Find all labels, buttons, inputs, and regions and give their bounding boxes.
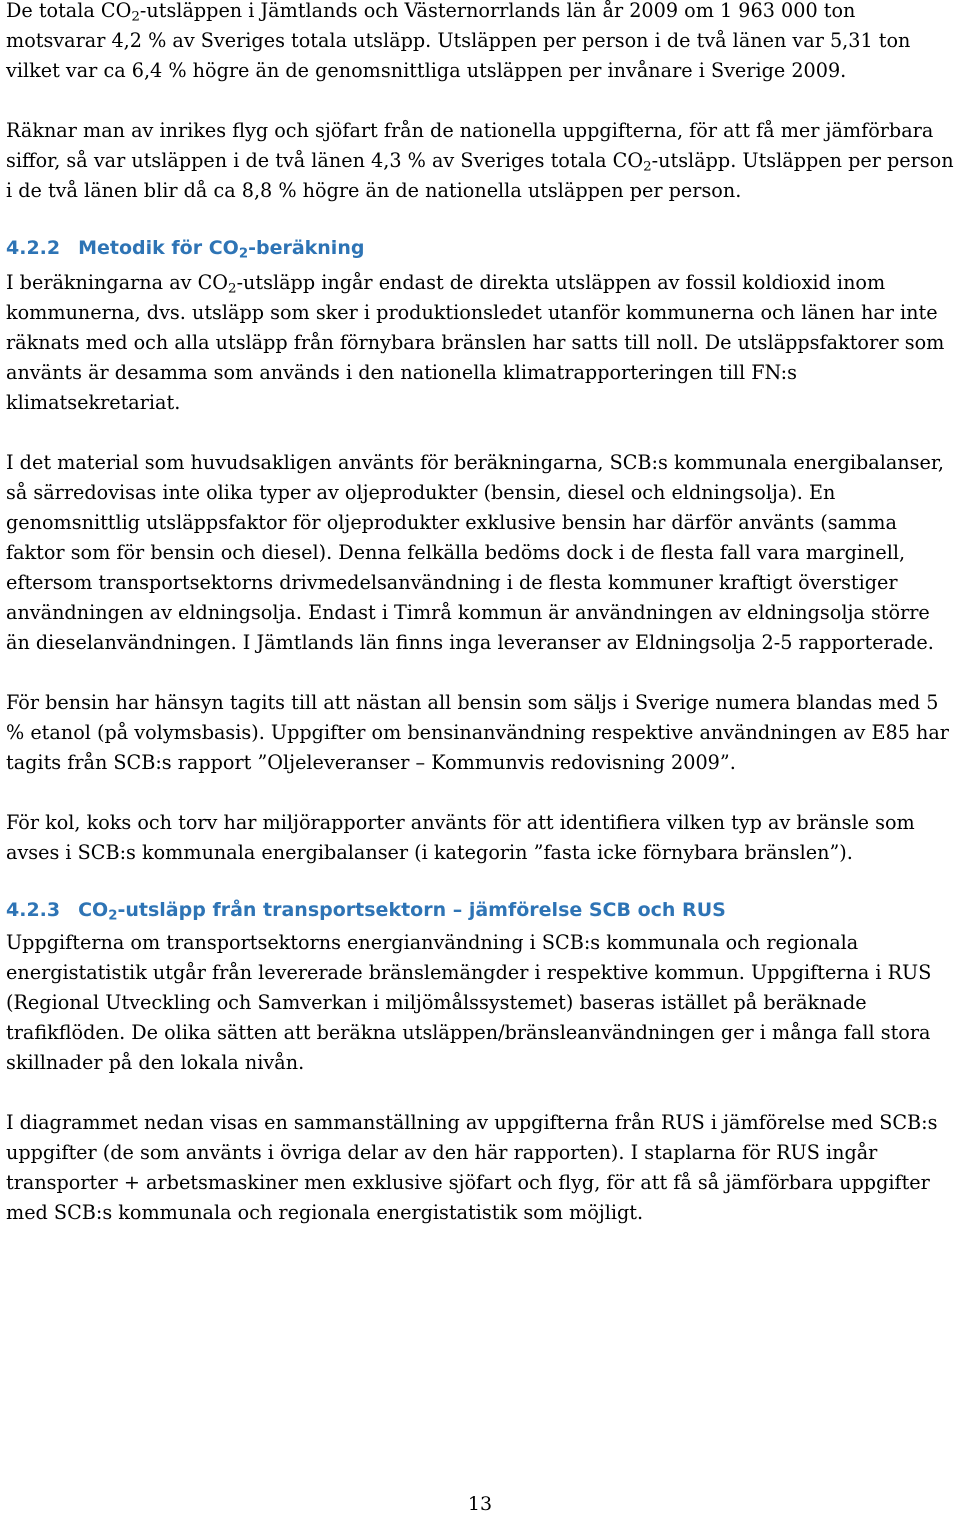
heading-title: Metodik för $CO_2$-beräkning (78, 237, 365, 262)
document-page (6, 0, 956, 1228)
heading-title: $CO_2$-utsläpp från transportsektorn – jämförelse SCB och RUS (78, 899, 726, 924)
heading-4-2-3 (6, 896, 956, 924)
paragraph-petrol: För bensin har hänsyn tagits till att nästan all bensin som säljs i Sverige numera blandas med 5 % etanol (på volymsbasis). Uppgifter om bensinanvändning respektive användningen av E85 har tagits från SCB:s rapport ”Oljeleveranser – Kommunvis redovisning 2009”. (6, 691, 949, 774)
paragraph-emissions-total: De totala $CO_2$-utsläppen i Jämtlands och Västernorrlands län år 2009 om 1 963 000 ton motsvarar 4,2 % av Sveriges totala utsläpp. Utsläppen per person i de två länen var 5,31 ton vilket var ca 6,4 % högre än de genomsnittliga utsläppen per invånare i Sverige 2009. (6, 0, 911, 82)
heading-4-2-2 (6, 234, 956, 262)
heading-number: 4.2.3 (6, 899, 61, 921)
paragraph-energy-balances: I det material som huvudsakligen använts för beräkningarna, SCB:s kommunala energibalanser, så särredovisas inte olika typer av oljeprodukter (bensin, diesel och eldningsolja). En genomsnittlig utsläppsfaktor för oljeprodukter exklusive bensin har därför använts (samma faktor som för bensin och diesel). Denna felkälla bedöms dock i de flesta fall vara marginell, eftersom transportsektorns drivmedelsanvändning i de flesta kommuner kraftigt överstiger användningen av eldningsolja. Endast i Timrå kommun är användningen av eldningsolja större än dieselanvändningen. I Jämtlands län finns inga leveranser av Eldningsolja 2-5 rapporterade. (6, 451, 945, 654)
paragraph-transport-data: Uppgifterna om transportsektorns energianvändning i SCB:s kommunala och regionala energistatistik utgår från levererade bränslemängder i respektive kommun. Uppgifterna i RUS (Regional Utveckling och Samverkan i miljömålssystemet) baseras istället på beräknade trafikflöden. De olika sätten att beräkna utsläppen/bränsleanvändningen ger i många fall stora skillnader på den lokala nivån. (6, 931, 932, 1074)
paragraph-diagram-intro: I diagrammet nedan visas en sammanställning av uppgifterna från RUS i jämförelse med SCB:s uppgifter (de som använts i övriga delar av den här rapporten). I staplarna för RUS ingår transporter + arbetsmaskiner men exklusive sjöfart och flyg, för att få så jämförbara uppgifter med SCB:s kommunala och regionala energistatistik som möjligt. (6, 1111, 938, 1224)
paragraph-methodology: I beräkningarna av $CO_2$-utsläpp ingår endast de direkta utsläppen av fossil koldioxid inom kommunerna, dvs. utsläpp som sker i produktionsledet utanför kommunerna och länen har inte räknats med och alla utsläpp från förnybara bränslen har satts till noll. De utsläppsfaktorer som använts är desamma som används i den nationella klimatrapporteringen till FN:s klimatsekretariat. (6, 271, 945, 414)
heading-number: 4.2.2 (6, 237, 61, 259)
paragraph-excluding-flights: Räknar man av inrikes flyg och sjöfart från de nationella uppgifterna, för att få mer jämförbara siffor, så var utsläppen i de två länen 4,3 % av Sveriges totala $CO_2$-utsläpp. Utsläppen per person i de två länen blir då ca 8,8 % högre än de nationella utsläppen per person. (6, 119, 954, 202)
page-number: 13 (467, 1493, 493, 1515)
paragraph-coal: För kol, koks och torv har miljörapporter använts för att identifiera vilken typ av bränsle som avses i SCB:s kommunala energibalanser (i kategorin ”fasta icke förnybara bränslen”). (6, 811, 915, 864)
